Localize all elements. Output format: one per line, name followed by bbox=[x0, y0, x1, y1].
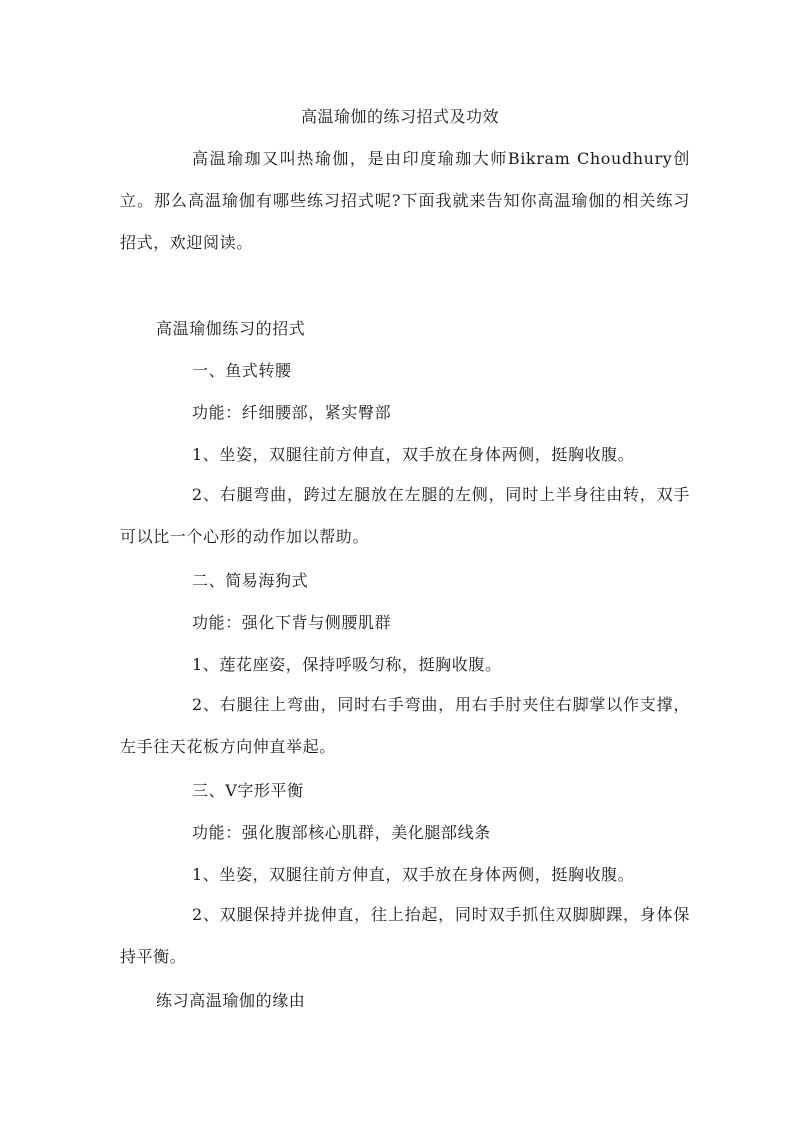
pose-step: 1、坐姿，双腿往前方伸直，双手放在身体两侧，挺胸收腹。 bbox=[192, 865, 635, 884]
document-title: 高温瑜伽的练习招式及功效 bbox=[300, 107, 499, 126]
pose-step: 2、右腿往上弯曲，同时右手弯曲，用右手肘夹住右脚掌以作支撑，左手往天花板方向伸直举起。 bbox=[120, 695, 690, 756]
pose-step: 2、右腿弯曲，跨过左腿放在左腿的左侧，同时上半身往由转，双手可以比一个心形的动作加以帮助。 bbox=[120, 485, 690, 546]
section-heading: 高温瑜伽练习的招式 bbox=[156, 319, 306, 338]
pose-title: 一、鱼式转腰 bbox=[192, 361, 292, 380]
pose-step: 2、双腿保持并拢伸直，往上抬起，同时双手抓住双脚脚踝，身体保持平衡。 bbox=[120, 905, 690, 966]
pose-function: 功能：强化腹部核心肌群，美化腿部线条 bbox=[192, 823, 491, 842]
pose-function: 功能：纤细腰部，紧实臀部 bbox=[192, 403, 392, 422]
pose-step: 1、坐姿，双腿往前方伸直，双手放在身体两侧，挺胸收腹。 bbox=[192, 445, 635, 464]
pose-title: 三、V字形平衡 bbox=[192, 781, 304, 800]
intro-paragraph: 高温瑜珈又叫热瑜伽，是由印度瑜珈大师Bikram Choudhury创立。那么高温瑜伽有哪些练习招式呢?下面我就来告知你高温瑜伽的相关练习招式，欢迎阅读。 bbox=[120, 149, 690, 252]
next-section-heading: 练习高温瑜伽的缘由 bbox=[156, 991, 306, 1010]
pose-function: 功能：强化下背与侧腰肌群 bbox=[192, 613, 392, 632]
pose-title: 二、简易海狗式 bbox=[192, 571, 309, 590]
pose-step: 1、莲花座姿，保持呼吸匀称，挺胸收腹。 bbox=[192, 655, 502, 674]
